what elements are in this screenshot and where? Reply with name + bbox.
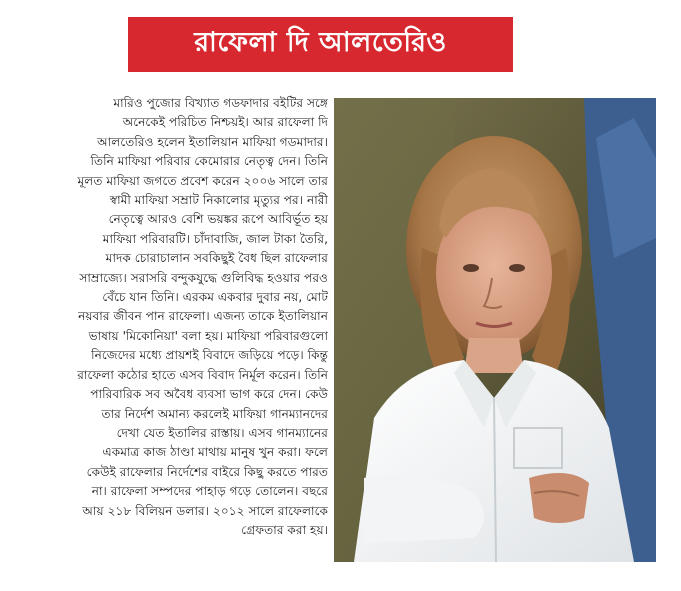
article-line: মাদক চোরাচালান সবকিছুই বৈধ ছিল রাফেলার bbox=[105, 251, 328, 266]
headline-title: রাফেলা দি আলতেরিও bbox=[194, 27, 447, 58]
portrait-illustration bbox=[334, 98, 656, 562]
article-line: কেউই রাফেলার নির্দেশের বাইরে কিছু করতে পারত bbox=[86, 464, 328, 479]
article-body bbox=[28, 94, 328, 564]
article-line: তিনি মাফিয়া পরিবার কেমোরার নেতৃত্ব দেন। তিনি bbox=[90, 154, 328, 169]
article-line: একমাত্র কাজ ঠাণ্ডা মাথায় মানুষ খুন করা। ফলে bbox=[102, 445, 328, 460]
article-line: তার নির্দেশ অমান্য করলেই মাফিয়া গানম্যানদের bbox=[101, 406, 328, 421]
article-line: গ্রেফতার করা হয়। bbox=[241, 522, 328, 537]
article-line: আয় ২১৮ বিলিয়ন ডলার। ২০১২ সালে রাফেলাকে bbox=[82, 503, 328, 518]
article-line: নেতৃত্বে আরও বেশি ভয়ঙ্কর রূপে আবির্ভূত হয় bbox=[108, 212, 328, 227]
article-line: সাম্রাজ্যে। সরাসরি বন্দুকযুদ্ধে গুলিবিদ্ধ হওয়ার পরও bbox=[79, 270, 328, 285]
article-line: পারিবারিক সব অবৈধ ব্যবসা ভাগ করে দেন। কেউ bbox=[90, 387, 328, 402]
article-line: রাফেলা কঠোর হাতে এসব বিবাদ নির্মূল করেন। তিনি bbox=[77, 367, 328, 382]
article-line: মূলত মাফিয়া জগতে প্রবেশ করেন ২০০৬ সালে তার bbox=[77, 173, 328, 188]
article-line: না। রাফেলা সম্পদের পাহাড় গড়ে তোলেন। বছরে bbox=[91, 484, 328, 499]
article-line: মারিও পুজোর বিখ্যাত গডফাদার বইটির সঙ্গে bbox=[113, 96, 328, 110]
headline-banner bbox=[128, 17, 513, 72]
article-line: দেখা যেত ইতালির রাস্তায়। এসব গানম্যানের bbox=[116, 425, 328, 440]
article-line: মাফিয়া পরিবারটি। চাঁদাবাজি, জাল টাকা তৈরি, bbox=[102, 231, 328, 246]
article-line: আলতেরিও হলেন ইতালিয়ান মাফিয়া গডমাদার। bbox=[97, 134, 328, 149]
article-line: স্বামী মাফিয়া সম্রাট নিকালোর মৃত্যুর পর। নারী bbox=[109, 193, 328, 208]
article-line: ভাষায় 'মিকোনিয়া' বলা হয়। মাফিয়া পরিবারগুলো bbox=[88, 328, 328, 343]
article-line: নিজেদের মধ্যে প্রায়শই বিবাদে জড়িয়ে পড়ে। কিন্তু bbox=[91, 348, 328, 363]
article-line: অনেকেই পরিচিত নিশ্চয়ই। আর রাফেলা দি bbox=[122, 115, 328, 130]
article-line: বেঁচে যান তিনি। এরকম একবার দুবার নয়, মোট bbox=[102, 290, 328, 305]
portrait-photo bbox=[334, 98, 656, 562]
article-line: নয়বার জীবন পান রাফেলা। এজন্য তাকে ইতালিয়ান bbox=[78, 309, 328, 324]
